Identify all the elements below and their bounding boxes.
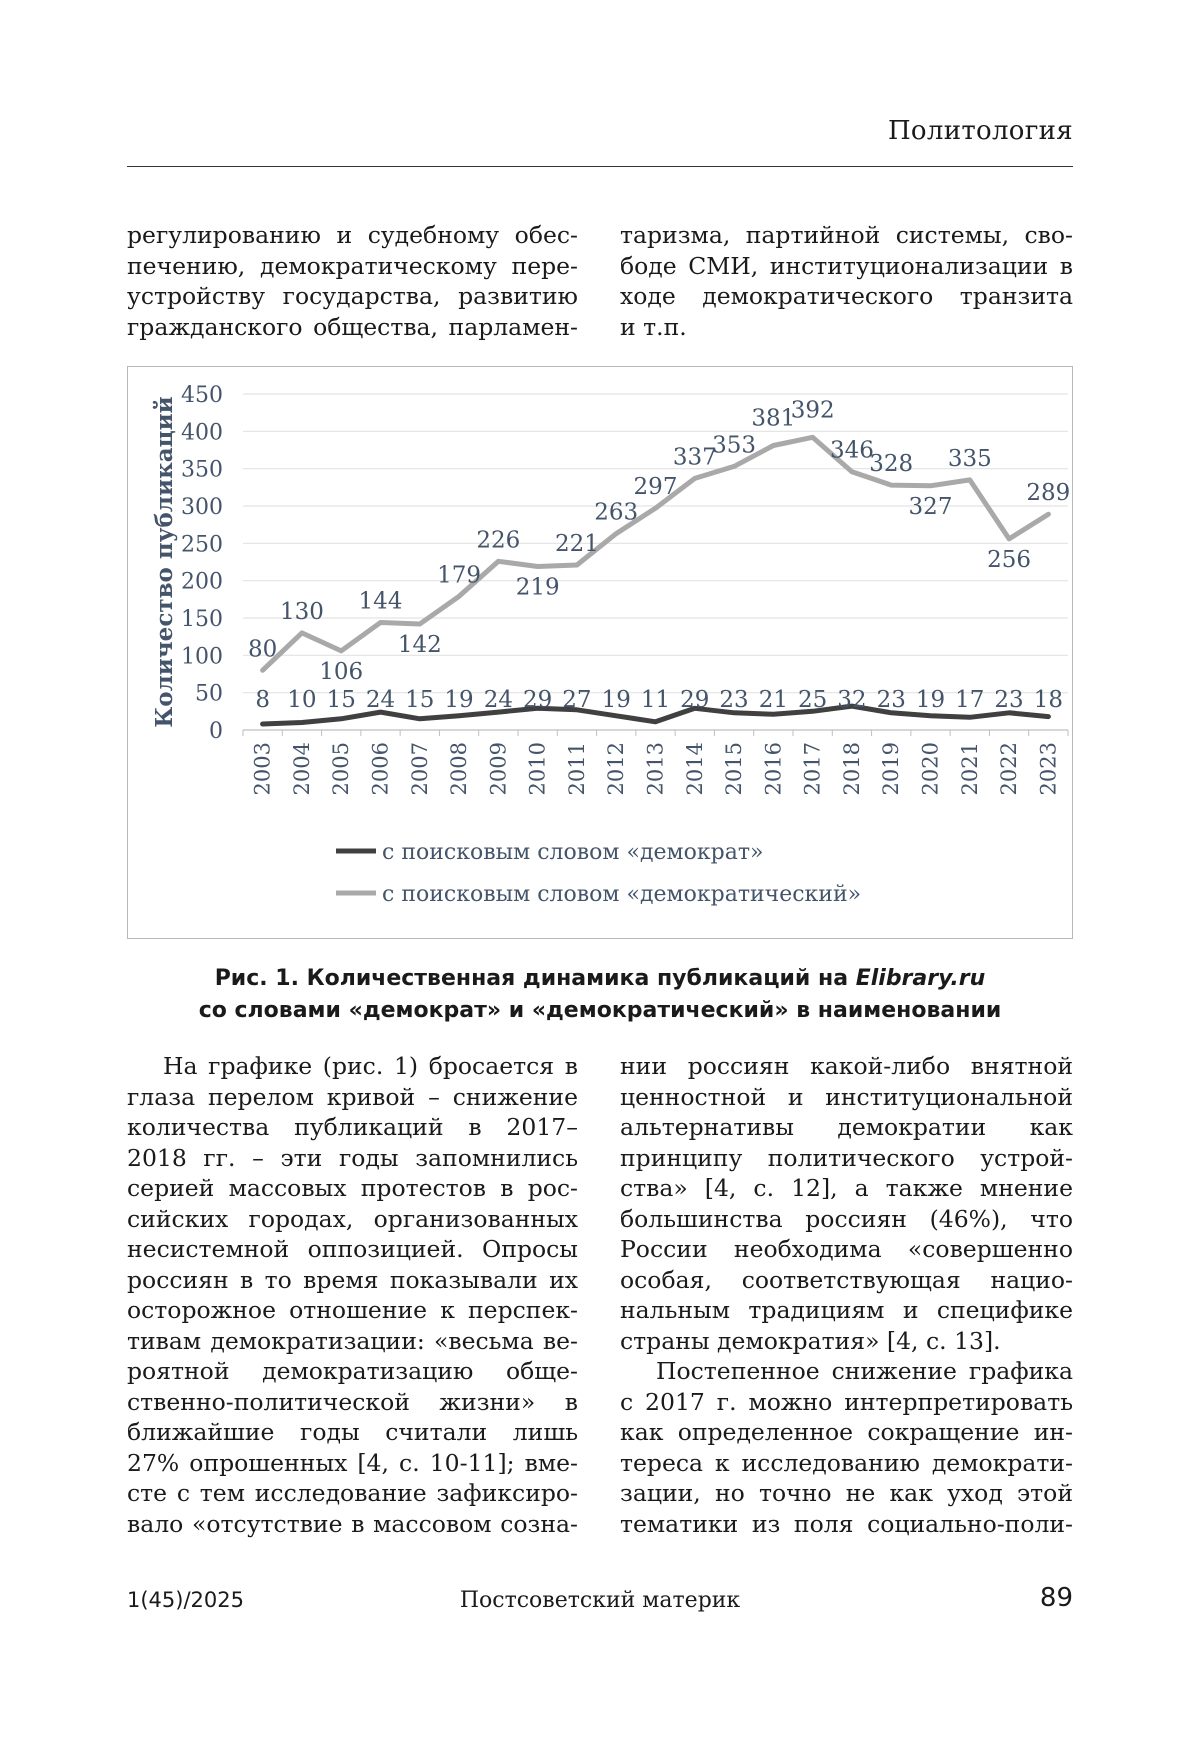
data-label: 15 xyxy=(326,687,356,713)
x-tick-label: 2010 xyxy=(525,742,550,796)
data-label: 23 xyxy=(876,687,906,713)
data-label: 226 xyxy=(476,527,521,554)
data-label: 29 xyxy=(680,687,710,713)
text-line: зации, но точно не как уход этой xyxy=(620,1479,1073,1507)
data-label: 353 xyxy=(712,432,757,459)
caption-site-name: Elibrary.ru xyxy=(855,966,986,991)
data-label: 346 xyxy=(829,437,874,464)
text-line: тереса к исследованию демократи- xyxy=(620,1448,1073,1477)
data-label: 21 xyxy=(758,687,788,713)
x-tick-label: 2023 xyxy=(1036,742,1061,796)
data-label: 15 xyxy=(405,687,435,713)
data-label: 130 xyxy=(279,598,324,625)
text-line: как определенное сокращение ин- xyxy=(620,1418,1073,1446)
text-line: 27% опрошенных [4, с. 10-11]; вме- xyxy=(127,1448,578,1477)
x-tick-label: 2008 xyxy=(447,742,472,796)
footer-page-number: 89 xyxy=(1039,1583,1073,1613)
text-column-top-left xyxy=(127,220,578,342)
data-label: 142 xyxy=(397,631,442,658)
x-tick-label: 2018 xyxy=(839,742,864,796)
x-tick-label: 2005 xyxy=(329,742,354,796)
x-tick-label: 2019 xyxy=(879,742,904,796)
x-tick-label: 2003 xyxy=(250,742,275,796)
data-label: 381 xyxy=(751,405,796,432)
data-label: 328 xyxy=(869,451,914,478)
data-label: 263 xyxy=(594,499,639,526)
x-tick-label: 2011 xyxy=(564,742,589,796)
text-line: России необходима «совершенно xyxy=(620,1235,1073,1263)
text-column-bottom-right xyxy=(620,1051,1073,1539)
x-tick-label: 2009 xyxy=(486,742,511,796)
data-label: 24 xyxy=(365,687,396,713)
line-chart xyxy=(128,367,1074,940)
text-line: большинства россиян (46%), что xyxy=(620,1204,1073,1233)
figure-caption xyxy=(127,963,1073,1027)
x-tick-label: 2012 xyxy=(604,742,629,796)
data-label: 17 xyxy=(955,687,985,713)
x-tick-label: 2022 xyxy=(997,742,1022,796)
y-tick-label: 350 xyxy=(181,457,223,483)
data-label: 144 xyxy=(358,588,403,615)
x-tick-label: 2017 xyxy=(800,742,825,796)
data-label: 221 xyxy=(554,530,599,557)
y-tick-label: 450 xyxy=(181,383,223,408)
data-label: 25 xyxy=(798,687,828,713)
data-label: 8 xyxy=(255,687,270,713)
data-label: 23 xyxy=(719,687,749,713)
x-tick-label: 2013 xyxy=(643,742,668,796)
footer-issue-number: 1(45)/2025 xyxy=(127,1588,244,1612)
data-label: 80 xyxy=(248,636,278,663)
data-label: 179 xyxy=(437,562,482,589)
data-label: 27 xyxy=(562,687,592,713)
text-line: печению, демократическому пере- xyxy=(127,251,578,280)
text-line: ближайшие годы считали лишь xyxy=(127,1418,578,1446)
x-tick-label: 2015 xyxy=(722,742,747,796)
text-line: тивам демократизации: «весьма ве- xyxy=(127,1326,578,1355)
text-line: вало «отсутствие в массовом созна- xyxy=(127,1509,578,1538)
running-header-title: Политология xyxy=(887,116,1073,146)
legend-label: с поисковым словом «демократ» xyxy=(382,840,764,865)
x-tick-label: 2021 xyxy=(957,742,982,796)
text-line: устройству государства, развитию xyxy=(127,282,578,310)
text-line: гражданского общества, парламен- xyxy=(127,312,578,341)
text-line: страны демократия» [4, с. 13]. xyxy=(620,1326,1001,1355)
footer-journal-name: Постсоветский материк xyxy=(459,1588,741,1613)
caption-line-1 xyxy=(127,963,1073,995)
x-tick-label: 2006 xyxy=(368,742,393,796)
data-label: 32 xyxy=(837,687,867,713)
legend-label: с поисковым словом «демократический» xyxy=(382,882,862,907)
caption-line-2: со словами «демократ» и «демократический» в наименовании xyxy=(198,998,1002,1023)
text-column-top-right xyxy=(620,220,1073,342)
y-tick-label: 150 xyxy=(181,607,223,632)
text-line: боде СМИ, институционализации в xyxy=(620,251,1073,280)
data-label: 10 xyxy=(287,687,317,713)
data-label: 392 xyxy=(790,397,835,424)
text-line: ственно-политической жизни» в xyxy=(127,1387,578,1416)
data-label: 19 xyxy=(601,687,631,713)
figure-chart-frame xyxy=(127,366,1073,939)
x-tick-label: 2016 xyxy=(761,742,786,796)
series-line-democratic xyxy=(263,437,1049,670)
text-line: роятной демократизацию обще- xyxy=(127,1357,578,1385)
x-tick-label: 2004 xyxy=(289,742,314,796)
text-line: ходе демократического транзита xyxy=(620,282,1073,310)
text-line: регулированию и судебному обес- xyxy=(127,221,578,249)
data-label: 11 xyxy=(640,687,671,713)
text-line: нальным традициям и специфике xyxy=(620,1296,1073,1324)
x-tick-label: 2020 xyxy=(918,742,943,796)
header-divider xyxy=(127,166,1073,167)
text-line: ства» [4, с. 12], а также мнение xyxy=(620,1174,1073,1202)
text-line: Постепенное снижение графика xyxy=(656,1357,1073,1385)
text-column-bottom-left xyxy=(127,1051,578,1539)
data-label: 289 xyxy=(1026,480,1071,507)
x-tick-label: 2014 xyxy=(682,742,707,796)
data-label: 219 xyxy=(515,574,560,601)
text-line: нии россиян какой-либо внятной xyxy=(620,1052,1073,1080)
text-line: с 2017 г. можно интерпретировать xyxy=(620,1387,1073,1416)
text-line: россиян в то время показывали их xyxy=(127,1265,578,1294)
data-label: 297 xyxy=(633,474,678,501)
text-line: сийских городах, организованных xyxy=(127,1204,578,1233)
y-tick-label: 0 xyxy=(209,719,223,744)
x-tick-label: 2007 xyxy=(407,742,432,796)
text-line: особая, соответствующая нацио- xyxy=(620,1265,1073,1294)
text-line: альтернативы демократии как xyxy=(620,1113,1073,1141)
text-line: тематики из поля социально-поли- xyxy=(620,1509,1073,1538)
text-line: ценностной и институциональной xyxy=(620,1082,1073,1111)
data-label: 18 xyxy=(1033,687,1063,713)
data-label: 337 xyxy=(672,444,717,471)
text-line: глаза перелом кривой – снижение xyxy=(127,1082,578,1111)
text-line: сте с тем исследование зафиксиро- xyxy=(127,1479,578,1507)
y-tick-label: 250 xyxy=(181,532,223,558)
data-label: 106 xyxy=(319,658,364,685)
y-tick-label: 100 xyxy=(181,644,223,670)
caption-prefix: Рис. 1. Количественная динамика публикаций на xyxy=(214,966,856,991)
text-line: принципу политического устрой- xyxy=(620,1143,1073,1172)
text-line: несистемной оппозицией. Опросы xyxy=(127,1235,578,1263)
data-label: 29 xyxy=(523,687,553,713)
y-tick-label: 400 xyxy=(181,420,223,446)
data-label: 335 xyxy=(947,445,992,472)
text-line: 2018 гг. – эти годы запомнились xyxy=(127,1143,578,1172)
y-tick-label: 300 xyxy=(181,495,223,520)
y-axis-label: Количество публикаций xyxy=(151,396,178,728)
data-label: 23 xyxy=(994,687,1024,713)
data-label: 24 xyxy=(483,687,513,713)
y-tick-label: 200 xyxy=(181,569,223,595)
data-label: 327 xyxy=(908,493,953,520)
text-line: количества публикаций в 2017– xyxy=(127,1113,578,1141)
text-line: На графике (рис. 1) бросается в xyxy=(163,1052,578,1080)
data-label: 256 xyxy=(987,546,1032,573)
data-label: 19 xyxy=(915,687,946,713)
data-label: 19 xyxy=(444,687,474,713)
text-line: осторожное отношение к перспек- xyxy=(127,1296,578,1324)
text-line: и т.п. xyxy=(620,312,687,341)
y-tick-label: 50 xyxy=(195,681,223,707)
text-line: таризма, партийной системы, сво- xyxy=(620,221,1073,249)
text-line: серией массовых протестов в рос- xyxy=(127,1174,578,1202)
